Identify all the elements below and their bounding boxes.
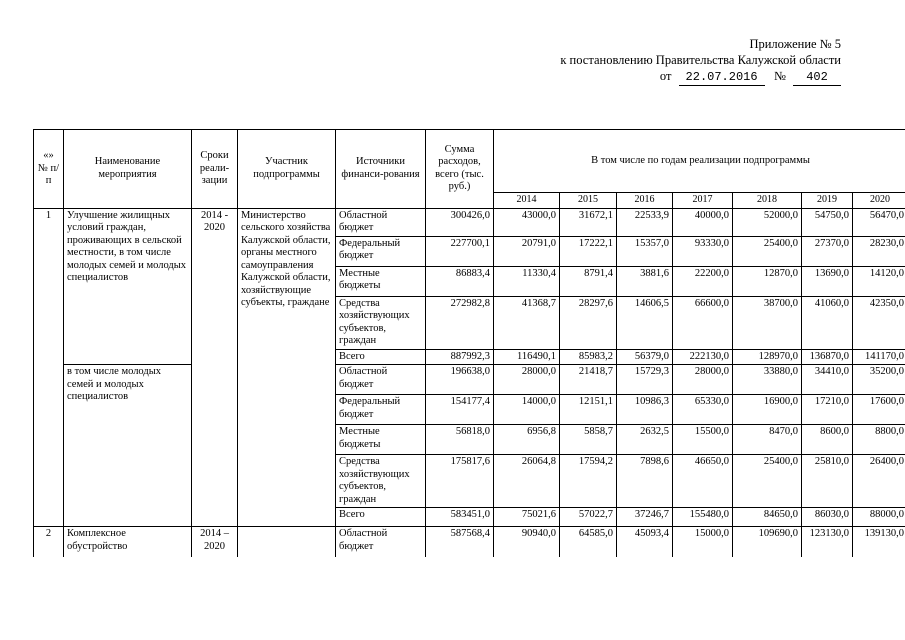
year-amount: 56379,0 bbox=[617, 349, 673, 365]
year-amount: 123130,0 bbox=[802, 527, 853, 557]
implementation-terms: 2014 – 2020 bbox=[192, 527, 238, 557]
year-amount: 25400,0 bbox=[733, 455, 802, 508]
year-amount: 54750,0 bbox=[802, 208, 853, 236]
appendix-title: Приложение № 5 bbox=[749, 37, 841, 51]
table-row bbox=[34, 365, 905, 395]
year-amount: 66600,0 bbox=[673, 296, 733, 349]
year-amount: 57022,7 bbox=[560, 508, 617, 527]
year-amount: 15500,0 bbox=[673, 425, 733, 455]
year-header: 2020 bbox=[853, 193, 905, 209]
appendix-subtitle: к постановлению Правительства Калужской области bbox=[560, 53, 841, 67]
year-amount: 3881,6 bbox=[617, 266, 673, 296]
total-amount: 583451,0 bbox=[426, 508, 494, 527]
year-amount: 86030,0 bbox=[802, 508, 853, 527]
year-amount: 5858,7 bbox=[560, 425, 617, 455]
year-amount: 37246,7 bbox=[617, 508, 673, 527]
year-amount: 13690,0 bbox=[802, 266, 853, 296]
year-amount: 25810,0 bbox=[802, 455, 853, 508]
year-amount: 45093,4 bbox=[617, 527, 673, 557]
year-amount: 85983,2 bbox=[560, 349, 617, 365]
year-amount: 88000,0 bbox=[853, 508, 905, 527]
year-header: 2014 bbox=[494, 193, 560, 209]
activity-name: в том числе молодых семей и молодых специалистов bbox=[64, 365, 192, 527]
year-amount: 22200,0 bbox=[673, 266, 733, 296]
funding-source: Всего bbox=[336, 508, 426, 527]
year-amount: 25400,0 bbox=[733, 236, 802, 266]
year-amount: 75021,6 bbox=[494, 508, 560, 527]
year-amount: 8800,0 bbox=[853, 425, 905, 455]
year-amount: 28230,0 bbox=[853, 236, 905, 266]
year-amount: 141170,0 bbox=[853, 349, 905, 365]
year-amount: 139130,0 bbox=[853, 527, 905, 557]
funding-source: Местные бюджеты bbox=[336, 425, 426, 455]
year-amount: 12870,0 bbox=[733, 266, 802, 296]
col-header-total: Сумма расходов, всего (тыс. руб.) bbox=[426, 130, 494, 209]
participant bbox=[238, 527, 336, 557]
year-amount: 8791,4 bbox=[560, 266, 617, 296]
row-number: 2 bbox=[34, 527, 64, 557]
total-amount: 227700,1 bbox=[426, 236, 494, 266]
funding-source: Областной бюджет bbox=[336, 527, 426, 557]
year-amount: 46650,0 bbox=[673, 455, 733, 508]
year-amount: 22533,9 bbox=[617, 208, 673, 236]
year-amount: 136870,0 bbox=[802, 349, 853, 365]
year-amount: 15729,3 bbox=[617, 365, 673, 395]
funding-source: Федеральный бюджет bbox=[336, 395, 426, 425]
year-amount: 33880,0 bbox=[733, 365, 802, 395]
year-amount: 43000,0 bbox=[494, 208, 560, 236]
total-amount: 887992,3 bbox=[426, 349, 494, 365]
participant: Министерство сельского хозяйства Калужской области, органы местного самоуправления Калужской области, хозяйствующие субъекты, граждане bbox=[238, 208, 336, 527]
total-amount: 86883,4 bbox=[426, 266, 494, 296]
year-amount: 2632,5 bbox=[617, 425, 673, 455]
table-row bbox=[34, 527, 905, 557]
year-amount: 26064,8 bbox=[494, 455, 560, 508]
year-amount: 128970,0 bbox=[733, 349, 802, 365]
year-amount: 8470,0 bbox=[733, 425, 802, 455]
year-amount: 16900,0 bbox=[733, 395, 802, 425]
year-header: 2017 bbox=[673, 193, 733, 209]
funding-source: Областной бюджет bbox=[336, 365, 426, 395]
year-amount: 84650,0 bbox=[733, 508, 802, 527]
funding-source: Средства хозяйствующих субъектов, граждан bbox=[336, 455, 426, 508]
year-amount: 42350,0 bbox=[853, 296, 905, 349]
col-header-terms: Сроки реали-зации bbox=[192, 130, 238, 209]
year-amount: 14120,0 bbox=[853, 266, 905, 296]
year-amount: 17222,1 bbox=[560, 236, 617, 266]
year-amount: 15357,0 bbox=[617, 236, 673, 266]
col-header-num: «» № п/п bbox=[34, 130, 64, 209]
total-amount: 154177,4 bbox=[426, 395, 494, 425]
document-header bbox=[560, 36, 841, 86]
row-number: 1 bbox=[34, 208, 64, 527]
year-amount: 11330,4 bbox=[494, 266, 560, 296]
funding-source: Средства хозяйствующих субъектов, граждан bbox=[336, 296, 426, 349]
year-amount: 21418,7 bbox=[560, 365, 617, 395]
activity-name: Комплексное обустройство bbox=[64, 527, 192, 557]
total-amount: 175817,6 bbox=[426, 455, 494, 508]
year-amount: 28000,0 bbox=[494, 365, 560, 395]
funding-source: Областной бюджет bbox=[336, 208, 426, 236]
year-amount: 65330,0 bbox=[673, 395, 733, 425]
table-header-row bbox=[34, 130, 905, 193]
year-amount: 26400,0 bbox=[853, 455, 905, 508]
number-label: № bbox=[773, 69, 786, 83]
col-header-by-years: В том числе по годам реализации подпрограммы bbox=[494, 130, 905, 193]
funding-source: Федеральный бюджет bbox=[336, 236, 426, 266]
year-amount: 31672,1 bbox=[560, 208, 617, 236]
year-amount: 12151,1 bbox=[560, 395, 617, 425]
year-amount: 15000,0 bbox=[673, 527, 733, 557]
year-amount: 56470,0 bbox=[853, 208, 905, 236]
year-amount: 20791,0 bbox=[494, 236, 560, 266]
year-amount: 116490,1 bbox=[494, 349, 560, 365]
year-amount: 14000,0 bbox=[494, 395, 560, 425]
funding-table bbox=[33, 129, 905, 557]
year-header: 2016 bbox=[617, 193, 673, 209]
implementation-terms: 2014 - 2020 bbox=[192, 208, 238, 527]
year-amount: 14606,5 bbox=[617, 296, 673, 349]
col-header-participant: Участник подпрограммы bbox=[238, 130, 336, 209]
year-amount: 38700,0 bbox=[733, 296, 802, 349]
year-amount: 27370,0 bbox=[802, 236, 853, 266]
table-row bbox=[34, 208, 905, 236]
year-header: 2015 bbox=[560, 193, 617, 209]
year-amount: 40000,0 bbox=[673, 208, 733, 236]
year-amount: 17600,0 bbox=[853, 395, 905, 425]
col-header-sources: Источники финанси-рования bbox=[336, 130, 426, 209]
year-amount: 41368,7 bbox=[494, 296, 560, 349]
year-amount: 64585,0 bbox=[560, 527, 617, 557]
year-amount: 28000,0 bbox=[673, 365, 733, 395]
total-amount: 300426,0 bbox=[426, 208, 494, 236]
year-amount: 17210,0 bbox=[802, 395, 853, 425]
year-amount: 155480,0 bbox=[673, 508, 733, 527]
decree-date: 22.07.2016 bbox=[679, 69, 765, 86]
year-amount: 8600,0 bbox=[802, 425, 853, 455]
decree-reference bbox=[560, 68, 841, 86]
year-amount: 41060,0 bbox=[802, 296, 853, 349]
year-amount: 34410,0 bbox=[802, 365, 853, 395]
year-header: 2019 bbox=[802, 193, 853, 209]
year-amount: 6956,8 bbox=[494, 425, 560, 455]
total-amount: 56818,0 bbox=[426, 425, 494, 455]
year-amount: 10986,3 bbox=[617, 395, 673, 425]
activity-name: Улучшение жилищных условий граждан, проживающих в сельской местности, в том числе молодых семей и молодых специалистов bbox=[64, 208, 192, 365]
col-header-name: Наименование мероприятия bbox=[64, 130, 192, 209]
year-amount: 90940,0 bbox=[494, 527, 560, 557]
total-amount: 272982,8 bbox=[426, 296, 494, 349]
year-header: 2018 bbox=[733, 193, 802, 209]
decree-number: 402 bbox=[793, 69, 841, 86]
year-amount: 93330,0 bbox=[673, 236, 733, 266]
year-amount: 35200,0 bbox=[853, 365, 905, 395]
from-label: от bbox=[659, 69, 672, 83]
year-amount: 17594,2 bbox=[560, 455, 617, 508]
year-amount: 109690,0 bbox=[733, 527, 802, 557]
year-amount: 7898,6 bbox=[617, 455, 673, 508]
funding-source: Всего bbox=[336, 349, 426, 365]
year-amount: 28297,6 bbox=[560, 296, 617, 349]
funding-source: Местные бюджеты bbox=[336, 266, 426, 296]
total-amount: 196638,0 bbox=[426, 365, 494, 395]
year-amount: 222130,0 bbox=[673, 349, 733, 365]
total-amount: 587568,4 bbox=[426, 527, 494, 557]
year-amount: 52000,0 bbox=[733, 208, 802, 236]
